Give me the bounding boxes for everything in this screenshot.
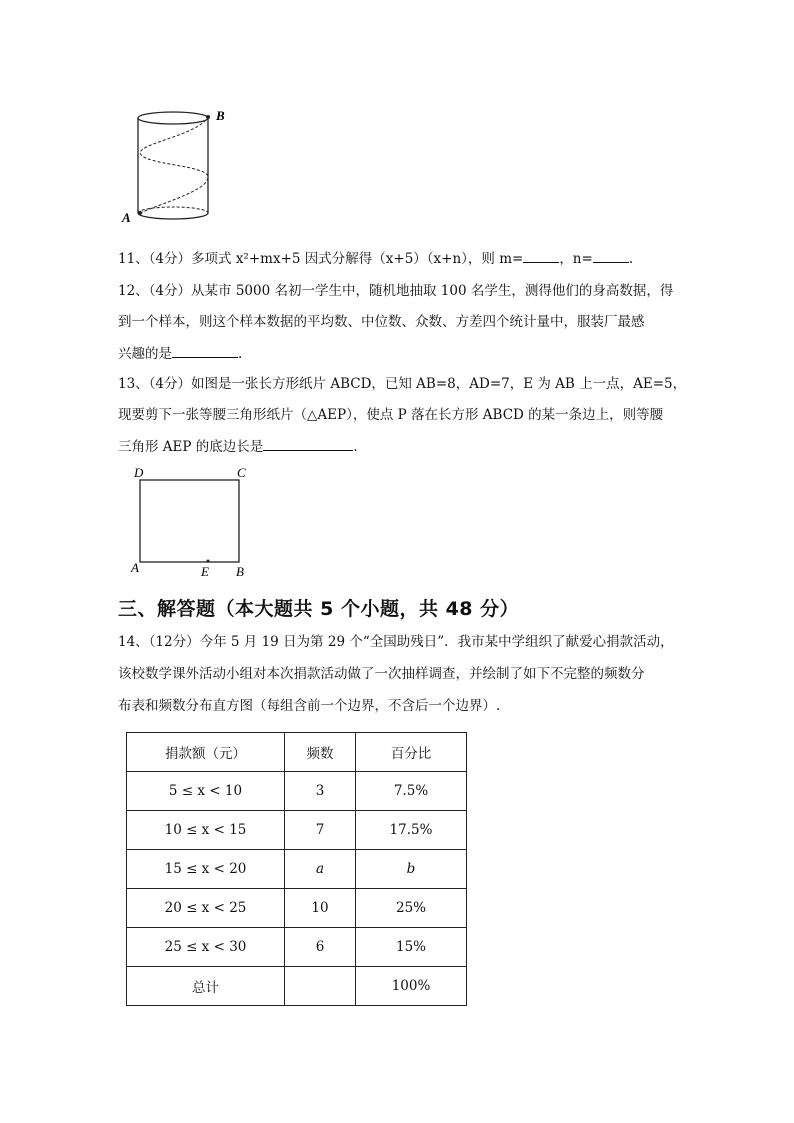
cell-range: 15 ≤ x < 20 [127,850,285,889]
answer-blank-n[interactable] [593,249,629,263]
question-points: （4分） [148,283,192,299]
cell-range: 20 ≤ x < 25 [127,889,285,928]
question-text: 今年 5 月 19 日为第 29 个“全国助残日”．我市某中学组织了献爱心捐款活动， [199,634,674,650]
question-text: ，n= [559,251,593,267]
question-text: . [238,346,243,362]
table-row [127,889,467,928]
answer-blank[interactable] [172,344,238,358]
rectangle-figure [126,462,256,580]
cell-frequency: 7 [285,811,356,850]
table-total-row [127,967,467,1006]
frequency-table [126,732,467,1006]
label-b: B [236,564,244,579]
question-number: 12、 [118,283,149,299]
cell-range: 25 ≤ x < 30 [127,928,285,967]
answer-blank-m[interactable] [523,249,559,263]
question-text: . [628,251,634,267]
label-e: E [201,564,209,579]
cell-frequency: a [285,850,356,889]
question-points: （12分） [148,634,200,650]
cell-percentage: 7.5% [356,772,467,811]
table-row [127,928,467,967]
question-14-line-3: 布表和频数分布直方图（每组含前一个边界，不含后一个边界）. [118,698,501,714]
header-amount: 捐款额（元） [127,733,285,772]
header-percentage: 百分比 [356,733,467,772]
cell-percentage: 17.5% [356,811,467,850]
question-points: （4分） [148,251,192,267]
question-13-line-1 [118,375,686,393]
question-points: （4分） [148,376,192,392]
question-text: 三角形 AEP 的底边长是 [118,439,264,455]
question-number: 14、 [118,634,149,650]
label-d: D [134,465,144,480]
question-text: 多项式 x²+mx+5 因式分解得（x+5）（x+n），则 m= [191,251,524,267]
question-12-line-2: 到一个样本，则这个样本数据的平均数、中位数、众数、方差四个统计量中，服装厂最感 [118,314,645,330]
question-number: 13、 [118,376,149,392]
question-text: 从某市 5000 名初一学生中，随机地抽取 100 名学生，测得他们的身高数据，得 [191,283,674,299]
table-row [127,850,467,889]
cell-percentage: 25% [356,889,467,928]
question-12-line-3 [118,344,242,363]
question-14-line-1 [118,633,674,651]
cell-frequency: 6 [285,928,356,967]
label-a: A [131,560,139,575]
table-header-row [127,733,467,772]
question-12-line-1 [118,282,673,300]
cylinder-figure [118,105,228,227]
label-c: C [237,465,246,480]
section-heading: 三、解答题（本大题共 5 个小题，共 48 分） [118,598,520,620]
cell-frequency: 10 [285,889,356,928]
cell-range: 10 ≤ x < 15 [127,811,285,850]
cell-frequency: 3 [285,772,356,811]
cell-total-percentage: 100% [356,967,467,1006]
answer-blank[interactable] [263,437,353,451]
table-row [127,811,467,850]
cell-total-label: 总计 [127,967,285,1006]
header-frequency: 频数 [285,733,356,772]
question-text: . [353,439,358,455]
question-text: 兴趣的是 [118,346,172,362]
question-14-line-2: 该校数学课外活动小组对本次捐款活动做了一次抽样调查，并绘制了如下不完整的频数分 [118,666,645,682]
table-row [127,772,467,811]
label-b-top: B [216,108,225,123]
question-11 [118,249,633,268]
cell-percentage: b [356,850,467,889]
label-a-bottom: A [122,210,131,225]
question-text: 如图是一张长方形纸片 ABCD，已知 AB=8，AD=7，E 为 AB 上一点，AE=5， [191,376,687,392]
question-number: 11、 [118,251,149,267]
cell-total-frequency [285,967,356,1006]
cell-range: 5 ≤ x < 10 [127,772,285,811]
question-13-line-2: 现要剪下一张等腰三角形纸片（△AEP），使点 P 落在长方形 ABCD 的某一条边上，则等腰 [118,407,664,423]
cell-percentage: 15% [356,928,467,967]
question-13-line-3 [118,437,358,456]
